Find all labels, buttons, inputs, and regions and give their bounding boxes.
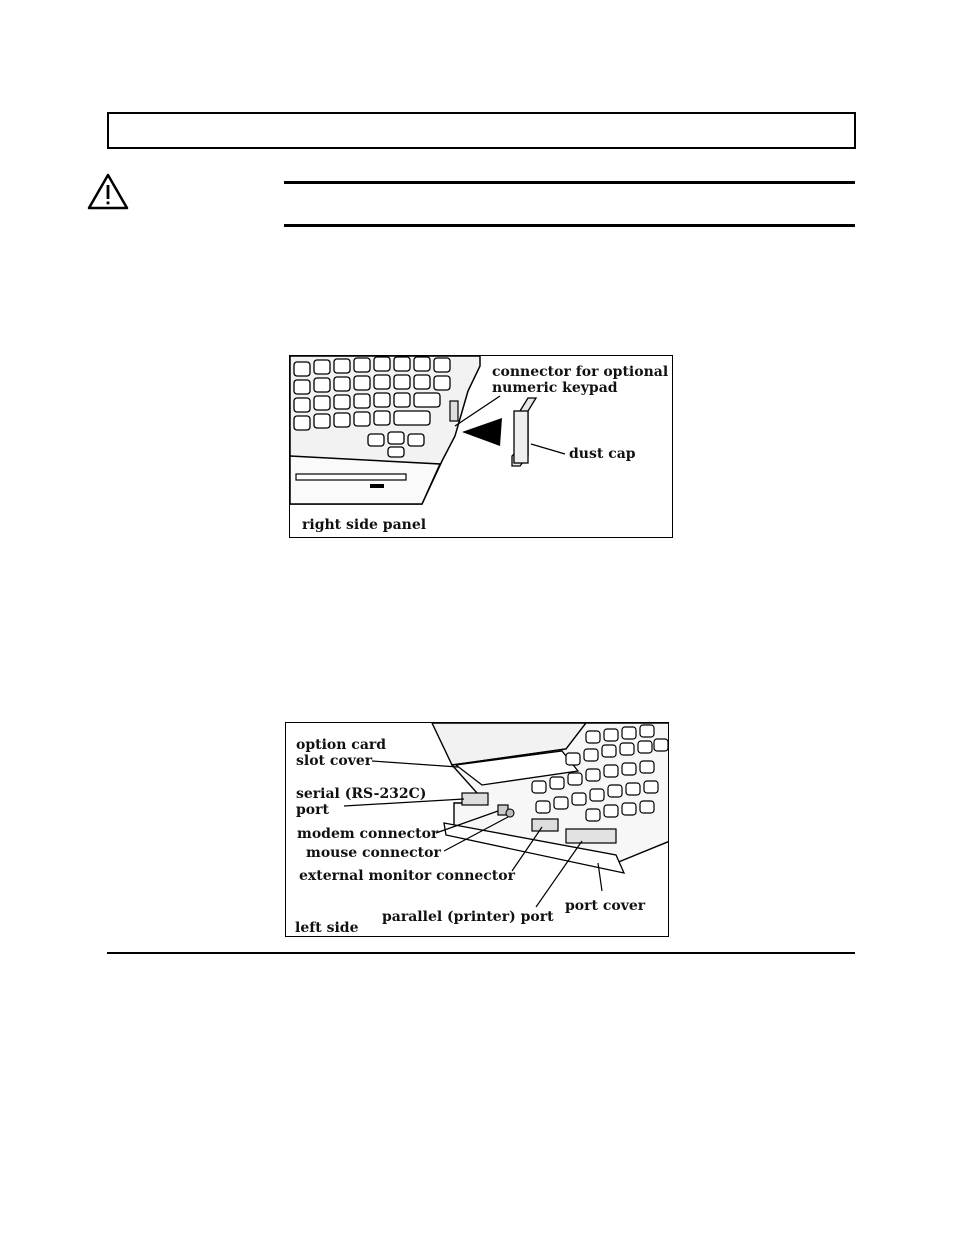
option-card-label-line2: slot cover [296,753,373,769]
parallel-port-label: parallel (printer) port [382,909,554,925]
right-side-panel-label: right side panel [302,517,427,533]
port-cover-label: port cover [565,898,646,914]
bottom-rule [107,952,855,954]
figure-right-side-panel [289,355,673,538]
mouse-connector-label: mouse connector [306,845,441,861]
figure-left-side [285,722,669,937]
serial-port-label-line2: port [296,802,329,818]
serial-port-label-line1: serial (RS-232C) [296,786,427,802]
modem-connector-label: modem connector [297,826,439,842]
option-card-label-line1: option card [296,737,387,753]
warning-triangle-icon [86,172,130,212]
external-monitor-connector-label: external monitor connector [299,868,515,884]
caution-bottom-rule [284,224,855,227]
connector-label-line1: connector for optional [492,364,669,380]
caution-top-rule [284,181,855,184]
connector-label-line2: numeric keypad [492,380,618,396]
dust-cap-label: dust cap [569,446,636,462]
section-header-box [107,112,856,149]
left-side-label: left side [295,920,359,936]
